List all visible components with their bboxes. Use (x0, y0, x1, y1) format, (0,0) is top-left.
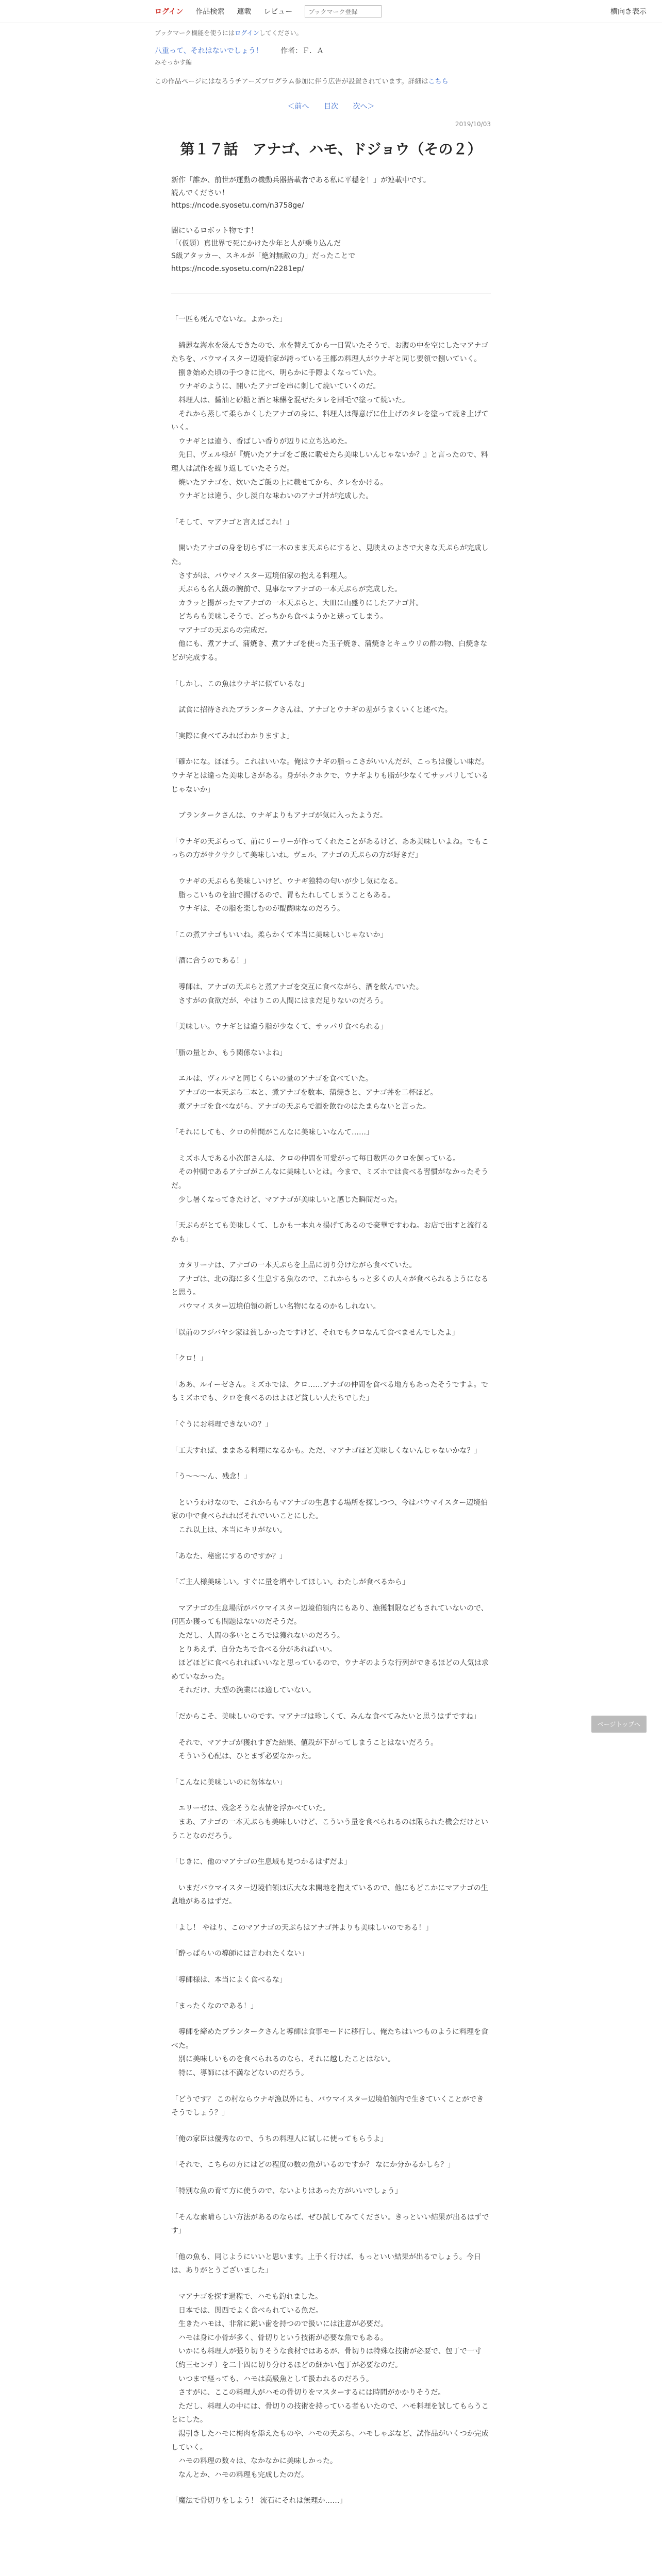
body-paragraph: 「じきに、他のマアナゴの生息域も見つかるはずだよ」 (171, 1858, 352, 1867)
nav-serial[interactable]: 連載 (237, 8, 252, 16)
nav-review[interactable]: レビュー (263, 8, 293, 16)
body-paragraph: 「う〜〜〜ん、残念！」 (171, 1472, 251, 1481)
body-paragraph: 「酒に合うのである！」 (171, 957, 251, 965)
body-paragraph: 「この煮アナゴもいいね。柔らかくて本当に美味しいじゃないか」 (171, 930, 388, 939)
body-paragraph: エリーゼは、残念そうな表情を浮かべていた。 まあ、アナゴの一本天ぷらも美味しいけど、こういう量を食べられるのは限られた機会だけということなのだろう。 (171, 1804, 488, 1840)
body-paragraph: 「ああ、ルイーゼさん。ミズホでは、クロ……アナゴの仲間を食べる地方もあったそうですよ。でもミズホでも、クロを食べるのはよほど貧しい人たちでした」 (171, 1380, 488, 1403)
body-paragraph: 「ぐうにお料理できないの？」 (171, 1420, 272, 1429)
body-paragraph: 「俺の家臣は優秀なので、うちの料理人に試しに使ってもらうよ」 (171, 2134, 388, 2143)
display-toggle[interactable]: 横向き表示 (610, 8, 647, 16)
publish-date: 2019/10/03 (455, 121, 491, 128)
body-paragraph: 「どうです？ この村ならウナギ漁以外にも、バウマイスター辺境伯領内で生きていくことができそうでしょう？」 (171, 2095, 484, 2117)
body-paragraph: 「ウナギの天ぷらって、前にリーリーが作ってくれたことがあるけど、ああ美味しいよね。でもこっちの方がサクサクして美味しいね。ヴェル、アナゴの天ぷらの方が好きだ」 (171, 837, 489, 860)
body-paragraph: 「よし！ やはり、このマアナゴの天ぷらはアナゴ丼よりも美味しいのである！」 (171, 1923, 433, 1932)
prev-link[interactable]: ＜前へ (287, 103, 309, 111)
body-paragraph: ブランタークさんは、ウナギよりもアナゴが気に入ったようだ。 (171, 811, 387, 820)
login-notice: ブックマーク機能を使うにはログインしてください。 (155, 29, 303, 37)
body-paragraph: 「以前のフジバヤシ家は貧しかったですけど、それでもクロなんて食べませんでしたよ」 (171, 1328, 459, 1337)
site-header (0, 0, 662, 23)
body-paragraph: 試食に招待されたブランタークさんは、アナゴとウナギの差がうまくいくと述べた。 (171, 706, 452, 715)
body-paragraph: 導師は、アナゴの天ぷらと煮アナゴを交互に食べながら、酒を飲んでいた。 さすがの食欲だが、やはりこの人間にはまだ足りないのだろう。 (178, 982, 423, 1005)
body-paragraph: ミズホ人である小次郎さんは、クロの仲間を可愛がって毎日数匹のクロを飼っている。 その仲間であるアナゴがこんなに美味しいとは。今まで、ミズホでは食べる習慣がなかったそうだ。 少し暑くなってきたけど、マアナゴが美味しいと感じた瞬間だった。 (171, 1154, 489, 1204)
body-paragraph: 「そして、マアナゴと言えばこれ！」 (171, 518, 294, 527)
body-paragraph: 「一匹も死んでないな。よかった」 (171, 315, 287, 324)
body-paragraph: 「魔法で骨切りをしよう！ 流石にそれは無理か……」 (171, 2497, 347, 2505)
body-paragraph: カタリーナは、アナゴの一本天ぷらを上品に切り分けながら食べていた。 アナゴは、北の海に多く生息する魚なので、これからもっと多くの人々が食べられるようになると思う。 バウマイスター辺境伯領の新しい名物になるのかもしれない。 (171, 1261, 489, 1311)
body-paragraph: 「まったくなのである！」 (171, 2002, 258, 2010)
body-paragraph: 「ご主人様美味しい。すぐに量を増やしてほしい。わたしが食べるから」 (171, 1578, 409, 1587)
body-paragraph: 「酔っぱらいの導師には言われたくない」 (171, 1950, 308, 1958)
body-paragraph: 「実際に食べてみればわかりますよ」 (171, 732, 294, 740)
body-paragraph: 「こんなに美味しいのに勿体ない」 (171, 1778, 287, 1787)
author-name[interactable]: 作者：Ｆ．Ａ (280, 47, 324, 55)
series-title-link[interactable]: 八重って、それはないでしょう！ (155, 47, 263, 55)
body-paragraph: 「他の魚も、同じようにいいと思います。上手く行けば、もっといい結果が出るでしょう。今日は、ありがとうございました」 (171, 2252, 481, 2275)
body-paragraph: 「導師様は、本当によく食べるな」 (171, 1976, 287, 1985)
body-paragraph: マアナゴを探す過程で、ハモも釣れました。 日本では、関西でよく食べられている魚だ。 生きたハモは、非常に鋭い歯を持つので扱いには注意が必要だ。 ハモは身に小骨が多く、骨切りという技術が必要な魚でもある。 いかにも料理人が張り切りそうな食材ではあるが、骨切りは特殊な技術が必要で、包丁で一寸（約三センチ）を二十四に切り分けるほどの細かい包丁が必要なのだ。 いつまで経っても、ハモは高級魚として扱われるのだろう。 さすがに、ここの料理人がハモの骨切りをマスターするには時間がかかりそうだ。 ただし、料理人の中には、骨切りの技術を持っている者もいたので、ハモ料理を試してもらうことにした。 湯引きしたハモに梅肉を添えたものや、ハモの天ぷら、ハモしゃぶなど、試作品がいくつか完成していく。 ハモの料理の数々は、なかなかに美味しかった。 なんとか、ハモの料理も完成したのだ。 (171, 2292, 489, 2479)
body-paragraph: 「確かにな。ほほう。これはいいな。俺はウナギの脂っこさがいいんだが、こっちは優しい味だ。ウナギとは違った美味しさがある。身がホクホクで、ウナギよりも脂が少なくてサッパリしているじゃないか」 (171, 758, 489, 794)
body-paragraph: 「しかし、この魚はウナギに似ているな」 (171, 680, 308, 688)
ad-notice: この作品ページにはなろうチアーズプログラム参加に伴う広告が設置されています。詳細はこちら (155, 78, 449, 86)
chapter-main (171, 121, 491, 2508)
chapter-title: 第１７話 アナゴ、ハモ、ドジョウ（その２） (180, 141, 482, 158)
body-paragraph: 「特別な魚の育て方に使うので、ないよりはあった方がいいでしょう」 (171, 2187, 402, 2195)
body-paragraph: 「クロ！」 (171, 1354, 207, 1363)
body-paragraph: マアナゴの生息場所がバウマイスター辺境伯領内にもあり、漁獲制限などもされていないので、何匹か獲っても問題はないのだそうだ。 ただし、人間の多いところでは獲れないのだろう。 とりあえず、自分たちで食べる分があればいい。 ほどほどに食べられればいいなと思っているので、ウナギのような行列ができるほどの人気は求めていなかった。 それだけ、大型の漁業には適していない。 (171, 1604, 489, 1695)
body-paragraph: 「天ぷらがとても美味しくて、しかも一本丸々揚げてあるので豪華ですわね。お店で出すと流行るかも」 (171, 1222, 489, 1244)
body-paragraph: 「それにしても、クロの仲間がこんなに美味しいなんて……」 (171, 1128, 373, 1137)
body-paragraph: それで、マアナゴが獲れすぎた結果、値段が下がってしまうことはないだろう。 そういう心配は、ひとまず必要なかった。 (178, 1738, 438, 1761)
body-paragraph: エルは、ヴィルマと同じくらいの量のアナゴを食べていた。 アナゴの一本天ぷら二本と、煮アナゴを数本、蒲焼きと、アナゴ丼を二杯ほど。 煮アナゴを食べながら、アナゴの天ぷらで酒を飲むのはたまらないと言った。 (178, 1075, 438, 1111)
series-info (155, 45, 662, 56)
body-paragraph: 「それで、こちらの方にはどの程度の数の魚がいるのですか？ なにか分かるかしら？」 (171, 2161, 455, 2170)
body-paragraph: 導師を締めたブランタークさんと導師は食事モードに移行し、俺たちはいつものように料理を食べた。 別に美味しいものを食べられるのなら、それに越したことはない。 特に、導師には不満などないのだろう。 (171, 2028, 488, 2078)
page-top-button[interactable]: ページトップへ (591, 1716, 647, 1733)
toc-link[interactable]: 目次 (324, 103, 338, 111)
body-paragraph: 「脂の量とか、もう関係ないよね」 (171, 1048, 287, 1057)
series-sub: みそっかす編 (155, 59, 192, 66)
body-paragraph: 「そんな素晴らしい方法があるのならば、ぜひ試してみてください。きっといい結果が出るはずです」 (171, 2213, 489, 2235)
body-paragraph: 「あなた、秘密にするのですか？」 (171, 1552, 287, 1561)
preface-text: 新作「誰か、前世が運動の機動兵器搭載者である私に平穏を！」が連載中です。 読んでください！ https://ncode.syosetu.com/n3758ge/ 闇にいるロボット物です！ 「（仮題）真世界で死にかけた少年と人が乗り込んだ S級アタッカー、スキルが「絶対無敵の力」だったことで https://ncode.syosetu.com/n2281ep/ (171, 176, 431, 273)
body-paragraph: というわけなので、これからもマアナゴの生息する場所を探しつつ、今はバウマイスター辺境伯家の中で食べられればそれでいいことにした。 これ以上は、本当にキリがない。 (171, 1498, 488, 1534)
login-link[interactable]: ログイン (155, 8, 184, 16)
body-paragraph: 「だからこそ、美味しいのです。マアナゴは珍しくて、みんな食べてみたいと思うはずですね」 (171, 1712, 481, 1721)
bookmark-button[interactable]: ブックマーク登録 (305, 5, 382, 18)
nav-search[interactable]: 作品検索 (195, 8, 225, 16)
body-paragraph: 「工夫すれば、ままある料理になるかも。ただ、マアナゴほど美味しくないんじゃないかな？」 (171, 1446, 482, 1455)
body-paragraph: ウナギの天ぷらも美味しいけど、ウナギ独特の匂いが少し気になる。 脂っこいものを油で揚げるので、胃もたれしてしまうこともある。 ウナギは、その脂を楽しむのが醍醐味なのだろう。 (178, 877, 402, 913)
notice-login-link[interactable]: ログイン (235, 29, 259, 37)
body-paragraph: 「美味しい。ウナギとは違う脂が少なくて、サッパリ食べられる」 (171, 1023, 388, 1031)
pager-top (0, 101, 662, 111)
chapter-body (171, 313, 491, 2508)
next-link[interactable]: 次へ＞ (353, 103, 375, 111)
body-paragraph: いまだバウマイスター辺境伯領は広大な未開地を抱えているので、他にもどこかにマアナゴの生息地があるはずだ。 (171, 1884, 488, 1906)
body-paragraph: 綺麗な海水を汲んできたので、水を替えてから一日置いたそうで、お腹の中を空にしたマアナゴたちを、バウマイスター辺境伯家が誇っている王都の料理人がウナギと同じ要領で捌いていく。 捌き始めた頃の手つきに比べ、明らかに手際よくなっていた。 ウナギのように、開いたアナゴを串に刺して焼いていくのだ。 料理人は、醤油と砂糖と酒と味醂を混ぜたタレを刷毛で塗って焼いた。 それから蒸して柔らかくしたアナゴの身に、料理人は得意げに仕上げのタレを塗って焼き上げていく。 ウナギとは違う、香ばしい香りが辺りに立ち込めた。 先日、ヴェル様が『焼いたアナゴをご飯に載せたら美味しいんじゃないか？』と言ったので、料理人は試作を繰り返していたそうだ。 焼いたアナゴを、炊いたご飯の上に載せてから、タレをかける。 ウナギとは違う、少し淡白な味わいのアナゴ丼が完成した。 (171, 341, 489, 501)
ad-details-link[interactable]: こちら (428, 78, 449, 86)
body-paragraph: 開いたアナゴの身を切らずに一本のまま天ぷらにすると、見映えのよさで大きな天ぷらが完成した。 さすがは、バウマイスター辺境伯家の抱える料理人。 天ぷらも名人級の腕前で、見事なマアナゴの一本天ぷらが完成した。 カラッと揚がったマアナゴの一本天ぷらと、大皿に山盛りにしたアナゴ丼。 どちらも美味しそうで、どっちから食べようかと迷ってしまう。 マアナゴの天ぷらの完成だ。 他にも、煮アナゴ、蒲焼き、煮アナゴを使った玉子焼き、蒲焼きとキュウリの酢の物、白焼きなどが完成する。 (171, 544, 489, 663)
